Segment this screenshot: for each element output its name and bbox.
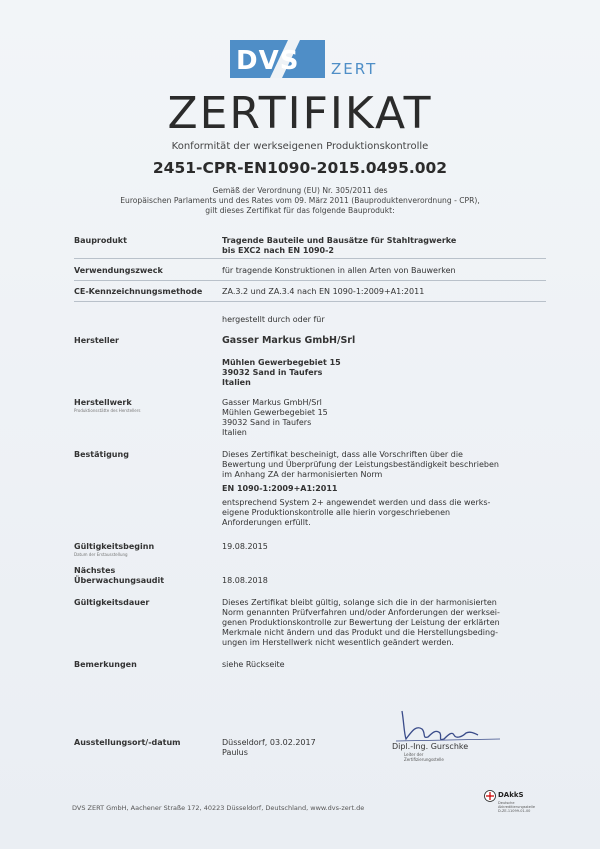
intro-text: [0, 186, 600, 216]
gueltigkeitsdauer-line: genen Produktionskontrolle zur Bewertung der Leistung der erklärten: [222, 618, 500, 627]
divider: [74, 301, 546, 302]
label-gueltigkeitsbeginn: [74, 542, 214, 557]
gueltigkeitsdauer-line: Norm genannten Prüfverfahren und/oder Anforderungen der werksei-: [222, 608, 500, 617]
ueberwachung-label: Nächstes: [74, 566, 116, 575]
dakks-badge: [484, 790, 549, 826]
herstellwerk-line: Gasser Markus GmbH/Srl: [222, 398, 322, 407]
value-ueberwachung: 18.08.2018: [222, 576, 268, 585]
value-hersteller: [222, 336, 542, 346]
label-ce-methode: CE-Kennzeichnungsmethode: [74, 287, 203, 296]
gueltigkeitsbeginn-label: Gültigkeitsbeginn: [74, 542, 155, 551]
ausstellung-person: Paulus: [222, 748, 248, 757]
ueberwachung-label: Überwachungsaudit: [74, 576, 165, 585]
label-ausstellung: Ausstellungsort/-datum: [74, 738, 181, 747]
logo-brand: DVS: [236, 46, 300, 76]
logo-suffix: ZERT: [331, 60, 378, 78]
herstellwerk-label: Herstellwerk: [74, 398, 132, 407]
value-bestaetigung: [222, 450, 542, 528]
page-subtitle: Konformität der werkseigenen Produktionskontrolle: [171, 141, 429, 152]
dakks-line: Deutsche: [498, 801, 515, 805]
value-hergestellt: hergestellt durch oder für: [222, 315, 325, 324]
bestaetigung-line: entsprechend System 2+ angewendet werden und dass die werks-: [222, 498, 491, 507]
page-title: ZERTIFIKAT: [167, 88, 433, 139]
label-bestaetigung: Bestätigung: [74, 450, 129, 459]
value-verwendungszweck: für tragende Konstruktionen in allen Arten von Bauwerken: [222, 266, 456, 275]
footer-address: DVS ZERT GmbH, Aachener Straße 172, 40223 Düsseldorf, Deutschland, www.dvs-zert.de: [72, 804, 365, 812]
bestaetigung-line: Dieses Zertifikat bescheinigt, dass alle Vorschriften über die: [222, 450, 463, 459]
signer-role: Zertifizierungsstelle: [404, 757, 444, 762]
signer-name: Dipl.-Ing. Gurschke: [392, 742, 469, 751]
address-line: 39032 Sand in Taufers: [222, 368, 323, 377]
herstellwerk-line: Mühlen Gewerbegebiet 15: [222, 408, 328, 417]
hersteller-name: Gasser Markus GmbH/Srl: [222, 335, 356, 346]
value-bemerkungen: siehe Rückseite: [222, 660, 285, 669]
value-hersteller-address: [222, 358, 542, 388]
label-herstellwerk: [74, 398, 214, 413]
label-bemerkungen: Bemerkungen: [74, 660, 137, 669]
dakks-sub: [498, 801, 548, 813]
herstellwerk-sublabel: Produktionsstätte des Herstellers: [74, 408, 141, 413]
bestaetigung-line: Bewertung und Überprüfung der Leistungsbeständigkeit beschrieben: [222, 460, 499, 469]
dakks-mark-icon: [484, 790, 496, 802]
signer-role: Leiter der: [404, 752, 424, 757]
intro-line: Gemäß der Verordnung (EU) Nr. 305/2011 des: [212, 186, 388, 195]
dvs-zert-logo: [230, 40, 377, 78]
label-gueltigkeitsdauer: Gültigkeitsdauer: [74, 598, 150, 607]
value-ce-methode: ZA.3.2 und ZA.3.4 nach EN 1090-1:2009+A1:2011: [222, 287, 425, 296]
intro-line: Europäischen Parlaments und des Rates vom 09. März 2011 (Bauproduktenverordnung - CPR),: [120, 196, 480, 205]
address-line: Italien: [222, 378, 251, 387]
certificate-number: 2451-CPR-EN1090-2015.0495.002: [152, 159, 448, 177]
handwritten-signature: [392, 703, 507, 745]
gueltigkeitsdauer-line: Merkmale nicht ändern und das Produkt und die Herstellungsbeding-: [222, 628, 499, 637]
label-ueberwachung: [74, 566, 214, 586]
bestaetigung-line: eigene Produktionskontrolle alle hierin vorgeschriebenen: [222, 508, 451, 517]
value-gueltigkeitsdauer: [222, 598, 542, 648]
divider: [74, 280, 546, 281]
herstellwerk-line: 39032 Sand in Taufers: [222, 418, 312, 427]
address-line: Mühlen Gewerbegebiet 15: [222, 358, 341, 367]
logo-box: [230, 40, 325, 78]
label-hersteller: Hersteller: [74, 336, 119, 345]
dakks-line: Akkreditierungsstelle: [498, 805, 536, 809]
dakks-line: D-ZE-11099-01-00: [498, 809, 531, 813]
value-gueltigkeitsbeginn: 19.08.2015: [222, 542, 268, 551]
value-herstellwerk: [222, 398, 542, 438]
bestaetigung-line: Anforderungen erfüllt.: [222, 518, 311, 527]
label-verwendungszweck: Verwendungszweck: [74, 266, 163, 275]
gueltigkeitsbeginn-sublabel: Datum der Erstausstellung: [74, 552, 128, 557]
value-bauprodukt: [222, 236, 542, 256]
bestaetigung-line: im Anhang ZA der harmonisierten Norm: [222, 470, 383, 479]
signer-block: [392, 742, 542, 762]
bauprodukt-line: bis EXC2 nach EN 1090-2: [222, 246, 334, 255]
label-bauprodukt: Bauprodukt: [74, 236, 127, 245]
intro-line: gilt dieses Zertifikat für das folgende Bauprodukt:: [205, 206, 395, 215]
gueltigkeitsdauer-line: ungen im Herstellwerk nicht wesentlich geändert werden.: [222, 638, 454, 647]
bauprodukt-line: Tragende Bauteile und Bausätze für Stahltragwerke: [222, 236, 457, 245]
bestaetigung-norm: EN 1090-1:2009+A1:2011: [222, 484, 338, 493]
divider: [74, 258, 546, 259]
herstellwerk-line: Italien: [222, 428, 247, 437]
ausstellung-place-date: Düsseldorf, 03.02.2017: [222, 738, 316, 747]
gueltigkeitsdauer-line: Dieses Zertifikat bleibt gültig, solange sich die in der harmonisierten: [222, 598, 497, 607]
dakks-name: DAkkS: [498, 791, 524, 799]
